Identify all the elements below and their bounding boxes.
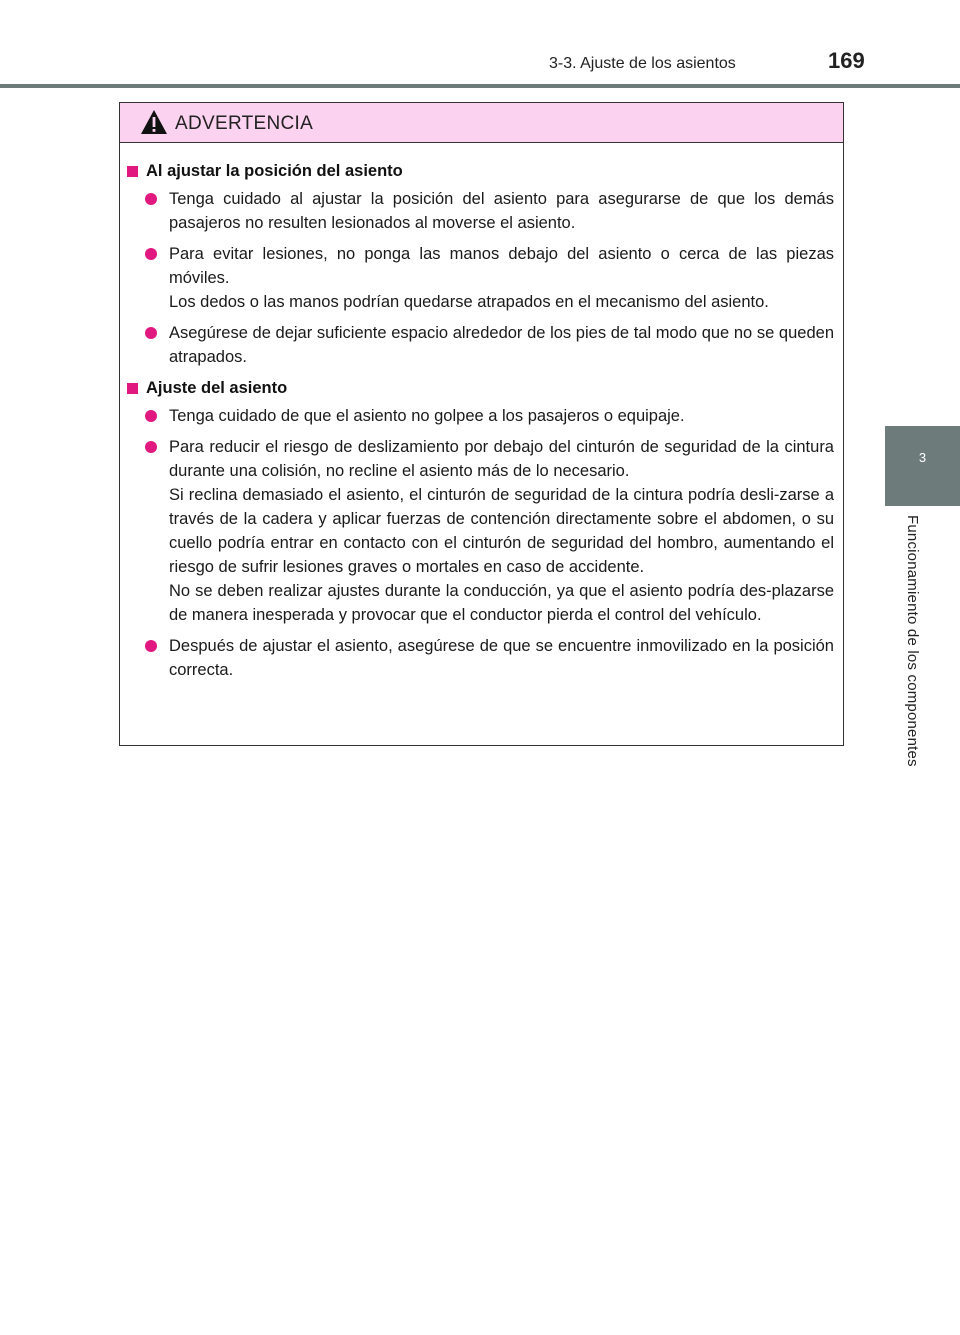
warning-triangle-icon bbox=[140, 109, 168, 135]
header-divider bbox=[0, 84, 960, 88]
page-number: 169 bbox=[828, 48, 865, 73]
warning-title: ADVERTENCIA bbox=[175, 113, 314, 134]
list-item bbox=[145, 242, 834, 314]
list-item-text bbox=[169, 321, 834, 369]
circle-bullet-icon bbox=[145, 193, 157, 205]
list-item-text bbox=[169, 242, 834, 314]
circle-bullet-icon bbox=[145, 410, 157, 422]
list-item bbox=[145, 435, 834, 627]
list-item bbox=[145, 321, 834, 369]
circle-bullet-icon bbox=[145, 441, 157, 453]
section-heading bbox=[127, 376, 834, 400]
circle-bullet-icon bbox=[145, 327, 157, 339]
paragraph: Si reclina demasiado el asiento, el cinturón de seguridad de la cintura podría desli-zarse a través de la cadera y aplicar fuerzas de contención directamente sobre el abdomen, o su cuello podría entrar en contacto con el cinturón de seguridad del hombro, aumentando el riesgo de sufrir lesiones graves o mortales en caso de accidente. bbox=[169, 486, 834, 576]
paragraph: Para reducir el riesgo de deslizamiento por debajo del cinturón de seguridad de la cintura durante una colisión, no recline el asiento más de lo necesario. bbox=[169, 438, 834, 480]
header-section-title: 3-3. Ajuste de los asientos bbox=[549, 55, 736, 72]
warning-section bbox=[127, 376, 834, 682]
warning-header bbox=[120, 103, 843, 143]
paragraph: Después de ajustar el asiento, asegúrese de que se encuentre inmovilizado en la posición correcta. bbox=[169, 637, 834, 679]
chapter-tab bbox=[885, 426, 960, 506]
warning-box bbox=[119, 102, 844, 746]
section-heading bbox=[127, 159, 834, 183]
list-item-text bbox=[169, 634, 834, 682]
circle-bullet-icon bbox=[145, 248, 157, 260]
square-bullet-icon bbox=[127, 166, 138, 177]
paragraph: No se deben realizar ajustes durante la conducción, ya que el asiento podría des-plazarse de manera inesperada y provocar que el conductor pierda el control del vehículo. bbox=[169, 582, 834, 624]
paragraph: Tenga cuidado de que el asiento no golpee a los pasajeros o equipaje. bbox=[169, 407, 685, 425]
list-item-text bbox=[169, 404, 834, 428]
list-item bbox=[145, 187, 834, 235]
square-bullet-icon bbox=[127, 383, 138, 394]
section-heading-text: Ajuste del asiento bbox=[146, 378, 288, 397]
paragraph: Para evitar lesiones, no ponga las manos debajo del asiento o cerca de las piezas móviles. bbox=[169, 245, 834, 287]
section-heading-text: Al ajustar la posición del asiento bbox=[146, 161, 403, 180]
warning-body bbox=[120, 143, 843, 682]
list-item bbox=[145, 404, 834, 428]
list-item-text bbox=[169, 187, 834, 235]
paragraph: Los dedos o las manos podrían quedarse atrapados en el mecanismo del asiento. bbox=[169, 293, 769, 311]
chapter-title: Funcionamiento de los componentes bbox=[904, 515, 921, 767]
circle-bullet-icon bbox=[145, 640, 157, 652]
paragraph: Tenga cuidado al ajustar la posición del asiento para asegurarse de que los demás pasajeros no resulten lesionados al moverse el asiento. bbox=[169, 190, 834, 232]
paragraph: Asegúrese de dejar suficiente espacio alrededor de los pies de tal modo que no se queden atrapados. bbox=[169, 324, 834, 366]
chapter-number: 3 bbox=[918, 450, 927, 465]
list-item bbox=[145, 634, 834, 682]
warning-section bbox=[127, 159, 834, 369]
list-item-text bbox=[169, 435, 834, 627]
